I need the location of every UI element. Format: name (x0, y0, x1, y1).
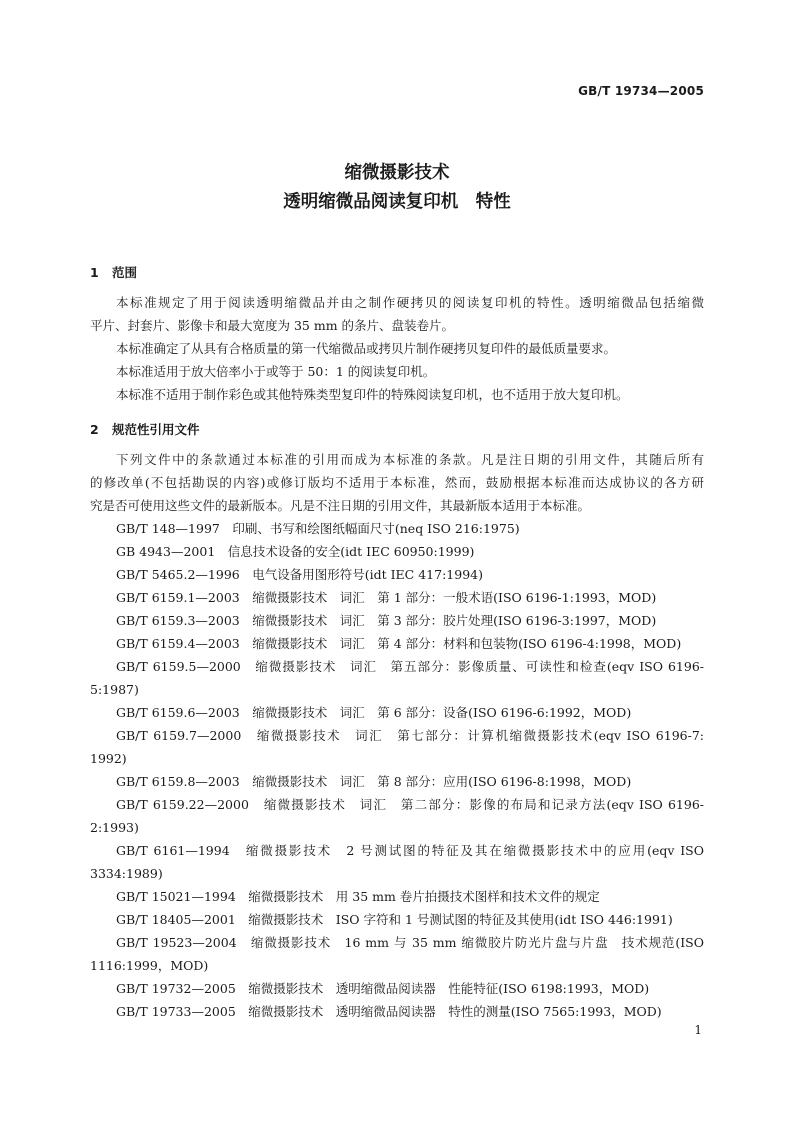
paragraph-line: 本标准适用于放大倍率小于或等于 50：1 的阅读复印机。 (116, 364, 436, 379)
paragraph-line: 本标准确定了从具有合格质量的第一代缩微品或拷贝片制作硬拷贝复印件的最低质量要求。 (116, 341, 617, 356)
reference-entry: GB/T 148—1997 印刷、书写和绘图纸幅面尺寸(neq ISO 216:1975) (116, 521, 520, 536)
reference-entry-continuation: 5:1987) (90, 682, 139, 697)
section-2-heading (90, 420, 200, 438)
section-title: 范围 (112, 265, 138, 280)
paragraph-line: 下列文件中的条款通过本标准的引用而成为本标准的条款。凡是注日期的引用文件，其随后所有 (116, 452, 704, 467)
reference-entry: GB/T 6159.6—2003 缩微摄影技术 词汇 第 6 部分：设备(ISO 6196-6:1992，MOD) (116, 705, 632, 720)
reference-entry: GB/T 19523—2004 缩微摄影技术 16 mm 与 35 mm 缩微胶片防光片盘与片盘 技术规范(ISO (116, 935, 704, 950)
reference-entry: GB/T 15021—1994 缩微摄影技术 用 35 mm 卷片拍摄技术图样和技术文件的规定 (116, 889, 600, 904)
reference-entry: GB 4943—2001 信息技术设备的安全(idt IEC 60950:1999) (116, 544, 475, 559)
reference-entry: GB/T 5465.2—1996 电气设备用图形符号(idt IEC 417:1994) (116, 567, 483, 582)
reference-entry: GB/T 6159.3—2003 缩微摄影技术 词汇 第 3 部分：胶片处理(ISO 6196-3:1997，MOD) (116, 613, 657, 628)
reference-entry-continuation: 3334:1989) (90, 866, 163, 881)
reference-entry: GB/T 19732—2005 缩微摄影技术 透明缩微品阅读器 性能特征(ISO 6198:1993，MOD) (116, 981, 650, 996)
reference-entry: GB/T 6159.7—2000 缩微摄影技术 词汇 第七部分：计算机缩微摄影技术(eqv ISO 6196-7: (116, 728, 704, 743)
reference-entry: GB/T 6159.22—2000 缩微摄影技术 词汇 第二部分：影像的布局和记录方法(eqv ISO 6196- (116, 797, 704, 812)
paragraph-line: 平片、封套片、影像卡和最大宽度为 35 mm 的条片、盘装卷片。 (90, 318, 455, 333)
paragraph-line: 的修改单(不包括勘误的内容)或修订版均不适用于本标准，然而，鼓励根据本标准而达成协议的各方研 (90, 475, 704, 490)
reference-entry-continuation: 1116:1999，MOD) (90, 958, 209, 973)
reference-entry: GB/T 6159.4—2003 缩微摄影技术 词汇 第 4 部分：材料和包装物(ISO 6196-4:1998，MOD) (116, 636, 682, 651)
reference-entry: GB/T 6159.8—2003 缩微摄影技术 词汇 第 8 部分：应用(ISO 6196-8:1998，MOD) (116, 774, 632, 789)
reference-entry-continuation: 1992) (90, 751, 127, 766)
page-number: 1 (694, 1023, 702, 1037)
reference-entry: GB/T 6159.1—2003 缩微摄影技术 词汇 第 1 部分：一般术语(ISO 6196-1:1993，MOD) (116, 590, 657, 605)
paragraph-line: 究是否可使用这些文件的最新版本。凡是不注日期的引用文件，其最新版本适用于本标准。 (90, 498, 591, 513)
paragraph-line: 本标准不适用于制作彩色或其他特殊类型复印件的特殊阅读复印机，也不适用于放大复印机。 (116, 387, 629, 402)
section-1-heading (90, 263, 137, 281)
reference-entry: GB/T 18405—2001 缩微摄影技术 ISO 字符和 1 号测试图的特征及其使用(idt ISO 446:1991) (116, 912, 673, 927)
section-number: 2 (90, 422, 99, 437)
reference-entry: GB/T 19733—2005 缩微摄影技术 透明缩微品阅读器 特性的测量(ISO 7565:1993，MOD) (116, 1004, 662, 1019)
standard-code: GB/T 19734—2005 (578, 84, 704, 98)
section-title: 规范性引用文件 (112, 422, 200, 437)
section-number: 1 (90, 265, 99, 280)
reference-entry: GB/T 6161—1994 缩微摄影技术 2 号测试图的特征及其在缩微摄影技术中的应用(eqv ISO (116, 843, 704, 858)
paragraph-line: 本标准规定了用于阅读透明缩微品并由之制作硬拷贝的阅读复印机的特性。透明缩微品包括缩微 (116, 295, 704, 310)
document-title-line-2: 透明缩微品阅读复印机 特性 (283, 192, 511, 212)
reference-entry-continuation: 2:1993) (90, 820, 139, 835)
reference-entry: GB/T 6159.5—2000 缩微摄影技术 词汇 第五部分：影像质量、可读性和检查(eqv ISO 6196- (116, 659, 704, 674)
document-title-line-1: 缩微摄影技术 (344, 163, 450, 183)
